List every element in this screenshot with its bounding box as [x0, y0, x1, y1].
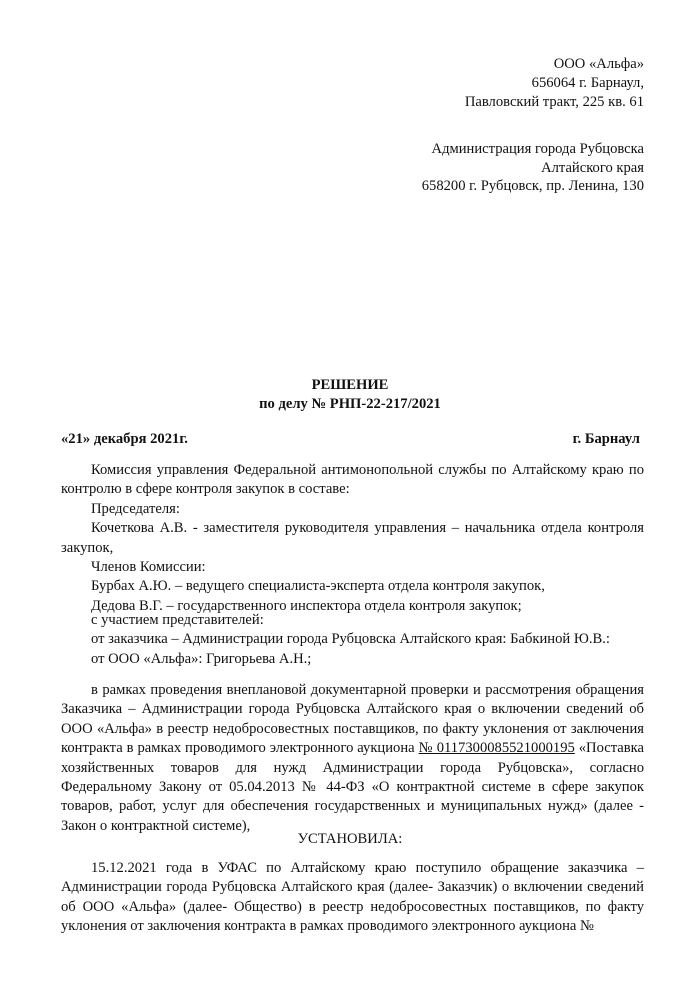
participant-customer: от заказчика – Администрации города Рубцовска Алтайского края: Бабкиной Ю.В.:	[91, 631, 610, 648]
member-1: Бурбах А.Ю. – ведущего специалиста-эксперта отдела контроля закупок,	[91, 578, 545, 595]
participants-label: с участием представителей:	[91, 612, 264, 628]
member-2: Дедова В.Г. – государственного инспектора отдела контроля закупок;	[91, 597, 522, 614]
participants-section	[61, 611, 644, 669]
established-section	[61, 859, 644, 937]
scope-section	[61, 681, 644, 836]
decision-date: «21» декабря 2021г.	[61, 431, 188, 447]
commission-section	[61, 461, 644, 616]
chair-member: Кочеткова А.В. - заместителя руководителя управления – начальника отдела контроля закупок,	[61, 520, 644, 556]
recipient-name: Администрация города Рубцовска	[431, 141, 644, 157]
auction-number: № 0117300085521000195	[418, 740, 575, 757]
decision-city: г. Барнаул	[572, 431, 640, 447]
commission-intro: Комиссия управления Федеральной антимонопольной службы по Алтайскому краю по контролю в сфере контроля закупок в составе:	[61, 462, 644, 498]
sender-name: ООО «Альфа»	[553, 56, 644, 72]
established-heading: УСТАНОВИЛА:	[297, 831, 403, 847]
scope-text-before: в рамках проведения внеплановой документарной проверки и рассмотрения обращения Заказчика – Администрации города Рубцовска Алтайского края о включении сведений об ООО «Альфа» в реестр недобросовестных поставщиков, по факту уклонения от заключения контракта в рамках проводимого электронного аукциона	[61, 682, 644, 757]
established-paragraph: 15.12.2021 года в УФАС по Алтайскому краю поступило обращение заказчика – Администрации города Рубцовска Алтайского края (далее- Заказчик) о включении сведений об ООО «Альфа» (далее- Общество) в реестр недобросовестных поставщиков, по факту уклонения от заключения контракта в рамках проводимого электронного аукциона №	[61, 860, 644, 935]
chair-label: Председателя:	[91, 500, 180, 517]
scope-paragraph	[61, 681, 644, 836]
participant-supplier: от ООО «Альфа»: Григорьева А.Н.;	[91, 650, 312, 667]
sender-address: Павловский тракт, 225 кв. 61	[464, 94, 644, 110]
decision-heading: РЕШЕНИЕ	[311, 377, 389, 393]
recipient-address: 658200 г. Рубцовск, пр. Ленина, 130	[421, 178, 644, 194]
case-number: по делу № РНП-22-217/2021	[259, 396, 441, 412]
scope-text-after: «Поставка хозяйственных товаров для нужд Администрации города Рубцовска», согласно Федеральному Закону от 05.04.2013 № 44-ФЗ «О контрактной системе в сфере закупок товаров, работ, услуг для обеспечения государственных и муниципальных нужд» (далее - Закон о контрактной системе),	[61, 740, 644, 834]
sender-city: 656064 г. Барнаул,	[531, 75, 644, 91]
members-label: Членов Комиссии:	[91, 559, 206, 576]
recipient-region: Алтайского края	[541, 160, 644, 176]
